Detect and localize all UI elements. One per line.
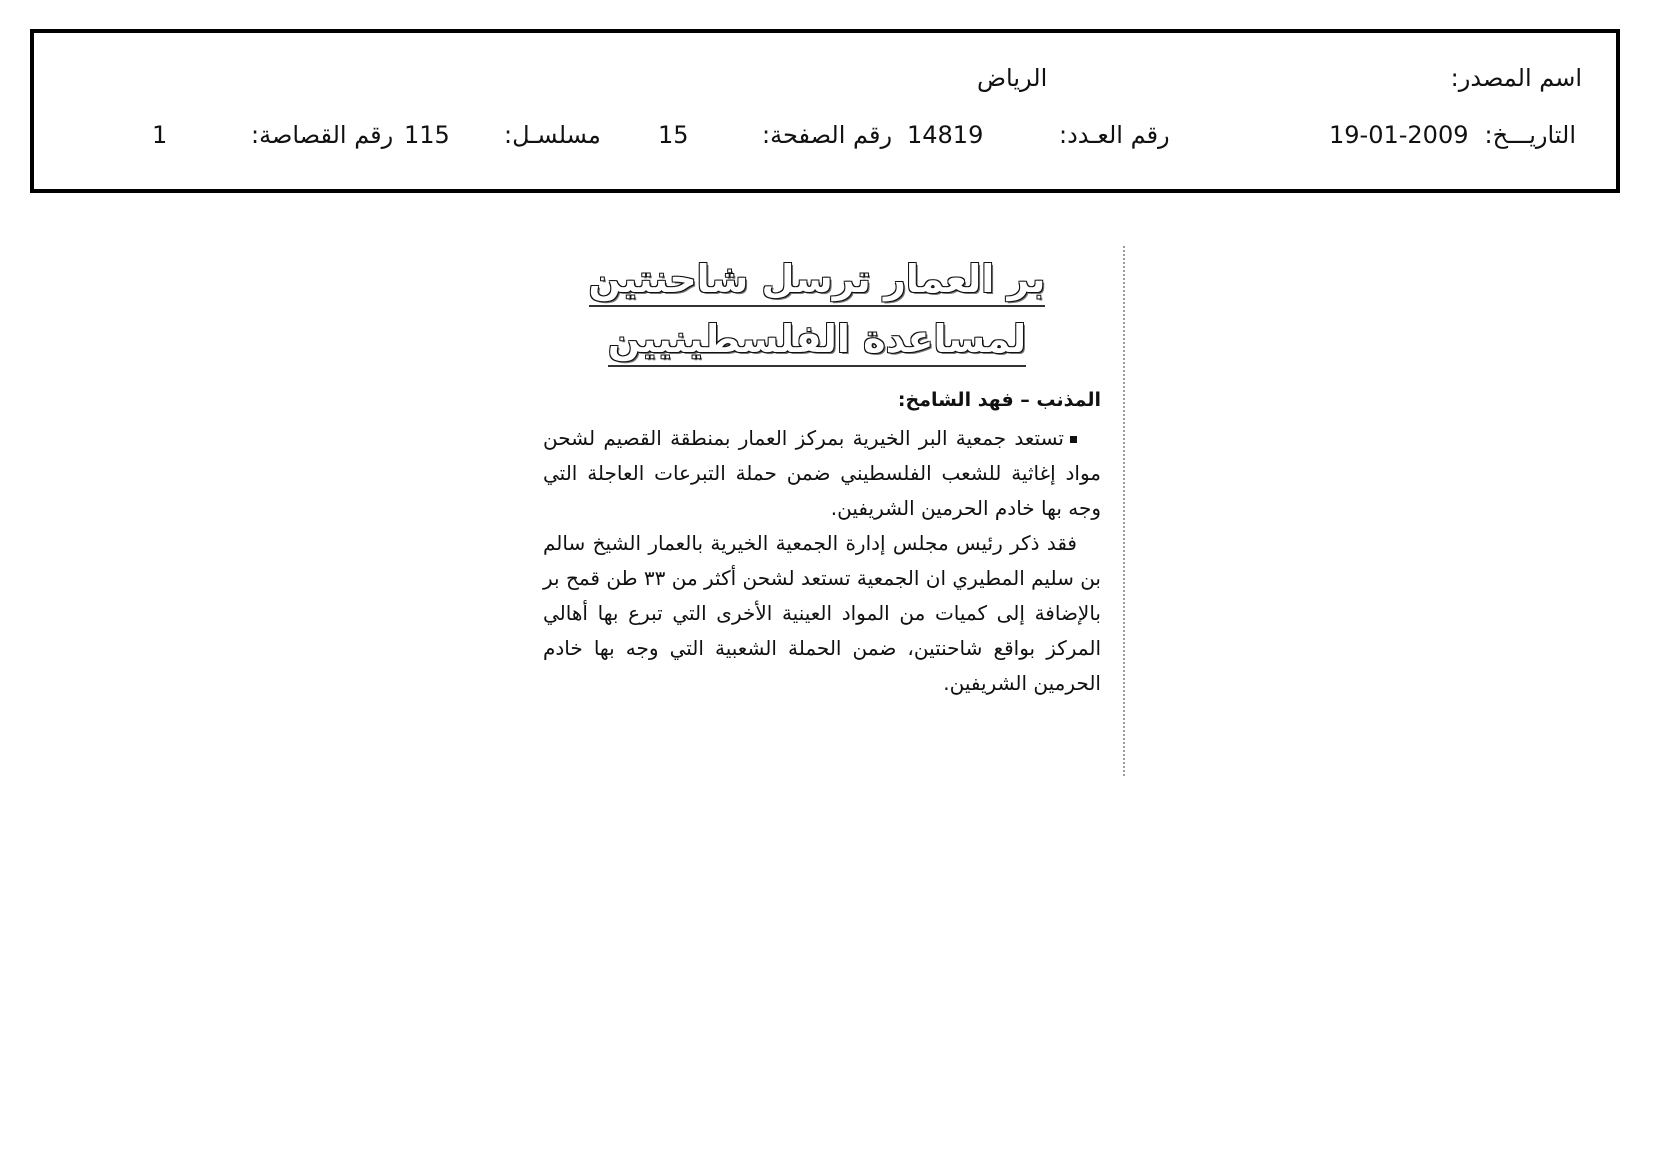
page-value: 15 (658, 121, 689, 149)
news-clipping (537, 246, 1135, 776)
serial-label: مسلسـل: (504, 121, 601, 149)
byline: المذنب – فهد الشامخ: (897, 389, 1101, 411)
paragraph-1: تستعد جمعية البر الخيرية بمركز العمار بمنطقة القصيم لشحن مواد إغاثية للشعب الفلسطيني ضمن حملة التبرعات العاجلة التي وجه بها خادم الحرمين الشريفين. (543, 426, 1101, 520)
metadata-header (30, 29, 1620, 193)
date-value: 19-01-2009 (1329, 121, 1469, 149)
issue-label: رقم العـدد: (1059, 121, 1170, 149)
page-label: رقم الصفحة: (762, 121, 893, 149)
clip-label: رقم القصاصة: (251, 121, 394, 149)
issue-value: 14819 (907, 121, 984, 149)
clip-value: 1 (152, 121, 168, 149)
paragraph-2: فقد ذكر رئيس مجلس إدارة الجمعية الخيرية بالعمار الشيخ سالم بن سليم المطيري ان الجمعية تستعد لشحن أكثر من ٣٣ طن قمح بر بالإضافة إلى كميات من المواد العينية الأخرى التي تبرع بها أهالي المركز بواقع شاحنتين، ضمن الحملة الشعبية التي وجه بها خادم الحرمين الشريفين. (543, 531, 1101, 695)
source-value: الرياض (977, 64, 1048, 92)
clipping-edge (1123, 246, 1125, 776)
bullet-icon (1070, 436, 1077, 443)
date-label: التاريـــخ: (1484, 121, 1576, 149)
article-body (543, 421, 1101, 701)
source-label: اسم المصدر: (1450, 64, 1582, 92)
serial-value: 115 (404, 121, 450, 149)
headline-line-2: لمساعدة الفلسطينيين (537, 320, 1097, 358)
headline-line-1: بر العمار ترسل شاحنتين (537, 260, 1097, 298)
